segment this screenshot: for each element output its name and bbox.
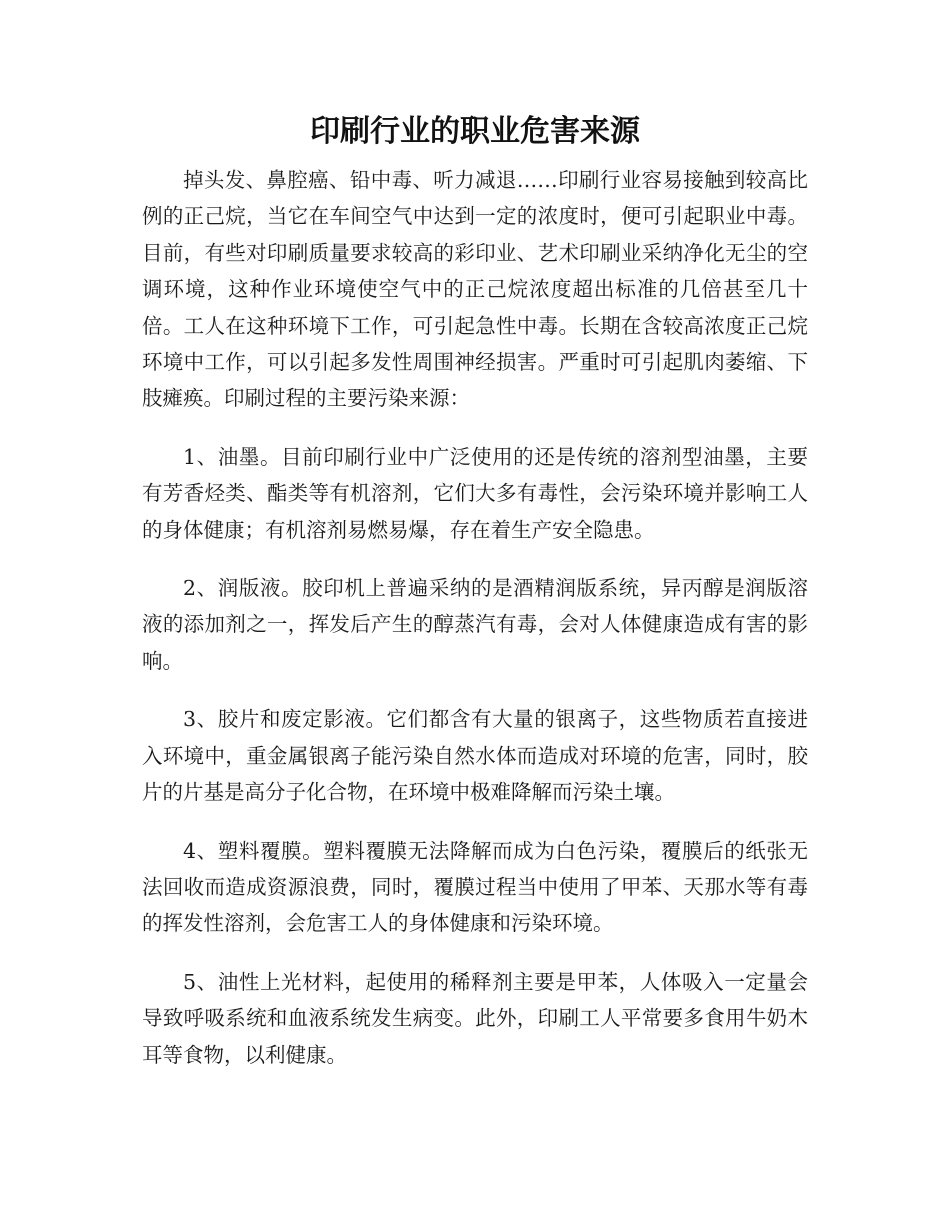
page-title: 印刷行业的职业危害来源 [310, 114, 640, 149]
paragraph-film-fixer: 3、胶片和废定影液。它们都含有大量的银离子，这些物质若直接进入环境中，重金属银离子能污染自然水体而造成对环境的危害，同时，胶片的片基是高分子化合物，在环境中极难降解而污染土壤。 [142, 707, 808, 805]
paragraph-plastic-laminate: 4、塑料覆膜。塑料覆膜无法降解而成为白色污染，覆膜后的纸张无法回收而造成资源浪费，同时，覆膜过程当中使用了甲苯、天那水等有毒的挥发性溶剂，会危害工人的身体健康和污染环境。 [142, 838, 808, 936]
paragraph-intro: 掉头发、鼻腔癌、铅中毒、听力减退……印刷行业容易接触到较高比例的正己烷，当它在车间空气中达到一定的浓度时，便可引起职业中毒。目前，有些对印刷质量要求较高的彩印业、艺术印刷业采纳净化无尘的空调环境，这种作业环境使空气中的正己烷浓度超出标准的几倍甚至几十倍。工人在这种环境下工作，可引起急性中毒。长期在含较高浓度正己烷环境中工作，可以引起多发性周围神经损害。严重时可引起肌肉萎缩、下肢瘫痪。印刷过程的主要污染来源： [142, 168, 808, 411]
paragraph-oil-varnish: 5、油性上光材料，起使用的稀释剂主要是甲苯，人体吸入一定量会导致呼吸系统和血液系统发生病变。此外，印刷工人平常要多食用牛奶木耳等食物，以利健康。 [142, 969, 808, 1067]
paragraph-fountain-solution: 2、润版液。胶印机上普遍采纳的是酒精润版系统，异丙醇是润版溶液的添加剂之一，挥发后产生的醇蒸汽有毒，会对人体健康造成有害的影响。 [142, 576, 808, 673]
paragraph-ink: 1、油墨。目前印刷行业中广泛使用的还是传统的溶剂型油墨，主要有芳香烃类、酯类等有机溶剂，它们大多有毒性，会污染环境并影响工人的身体健康；有机溶剂易燃易爆，存在着生产安全隐患。 [142, 444, 808, 542]
document-body [142, 162, 808, 1073]
